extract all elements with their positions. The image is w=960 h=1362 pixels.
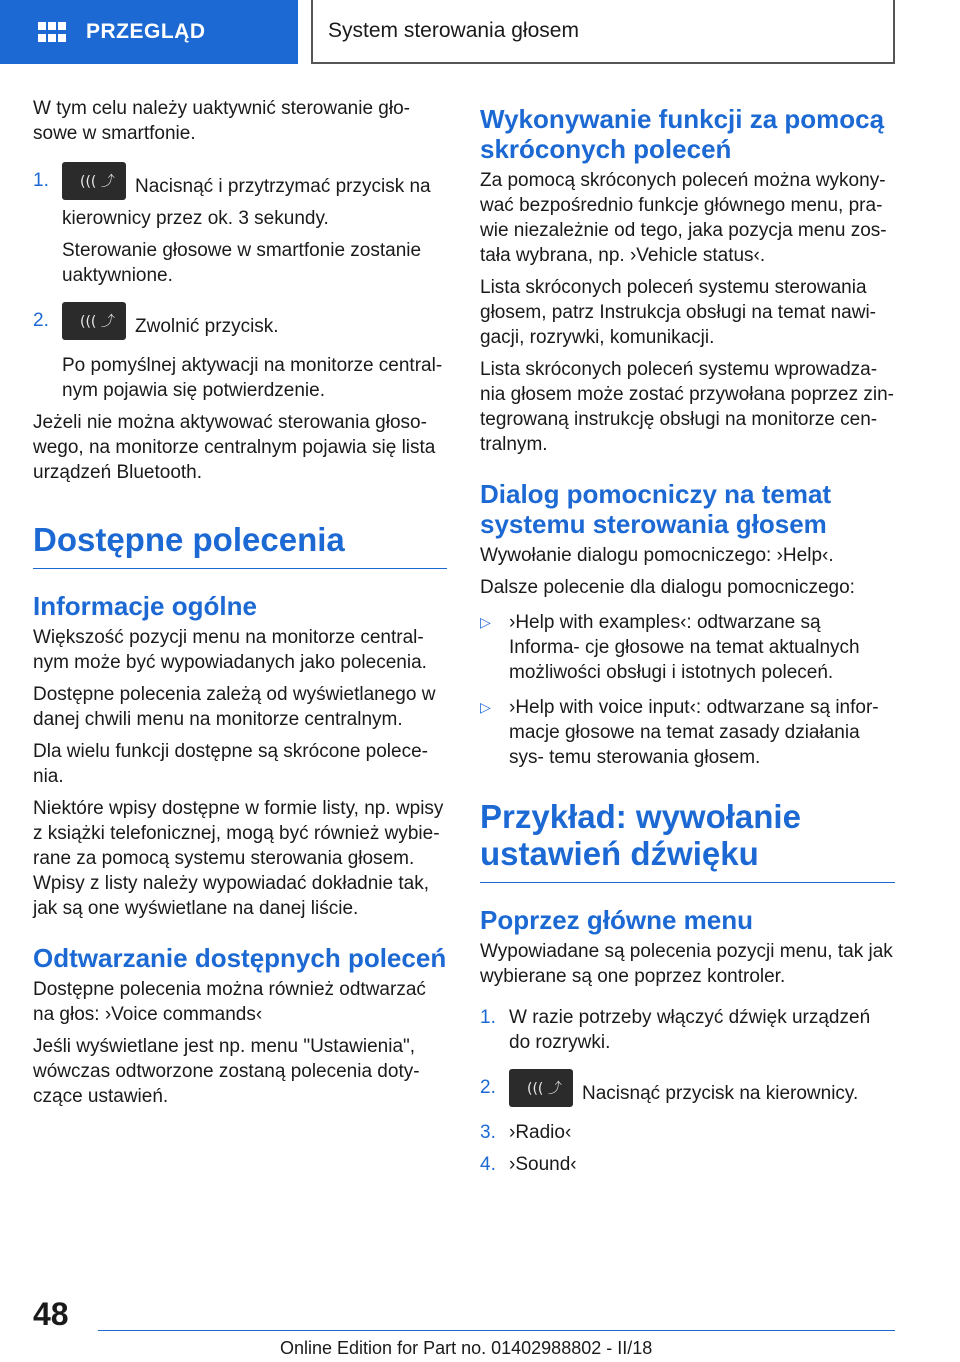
shortcuts-paragraph: Lista skróconych poleceń systemu sterowania głosem, patrz Instrukcja obsługi na temat nawi- gacji, rozrywki, komunikacji. [480, 277, 877, 348]
section-heading-available-commands: Dostępne polecenia [33, 521, 447, 569]
step-note: Po pomyślnej aktywacji na monitorze central- nym pojawia się potwierdzenie. [62, 355, 443, 401]
bullet-text: ›Help with voice input‹: odtwarzane są infor- macje głosowe na temat zasady działania sys- temu sterowania głosem. [509, 697, 879, 768]
section-header [311, 0, 895, 64]
list-item [480, 610, 895, 685]
step-number: 2. [33, 310, 49, 331]
step-text: ›Sound‹ [509, 1154, 577, 1175]
overview-tab-label: PRZEGLĄD [86, 20, 206, 43]
playback-paragraph: Dostępne polecenia można również odtwarzać na głos: ›Voice commands‹ [33, 979, 426, 1025]
step-number: 4. [480, 1154, 496, 1175]
step-item [480, 1005, 895, 1055]
general-paragraph: Niektóre wpisy dostępne w formie listy, np. wpisy z książki telefonicznej, mogą być również wybie- rane za pomocą systemu sterowania głosem. Wpisy z listy należy wypowiadać dokładnie tak, jak są one wyświetlane na danej liście. [33, 798, 444, 919]
bluetooth-paragraph: Jeżeli nie można aktywować sterowania głoso- wego, na monitorze centralnym pojawia się lista urządzeń Bluetooth. [33, 412, 436, 483]
steering-wheel-voice-button-icon: ((( ⤴ [62, 162, 126, 200]
step-text: ›Radio‹ [509, 1122, 572, 1143]
triangle-bullet-icon: ▷ [480, 699, 491, 715]
subheading-playback: Odtwarzanie dostępnych poleceń [33, 943, 447, 973]
footer-edition: Online Edition for Part no. 01402988802 - II/18 [280, 1338, 653, 1358]
bullet-text: ›Help with examples‹: odtwarzane są Informa- cje głosowe na temat aktualnych możliwości obsługi i istotnych poleceń. [509, 612, 860, 683]
menu-paragraph: Wypowiadane są polecenia pozycji menu, tak jak wybierane są one poprzez kontroler. [480, 941, 893, 987]
overview-tab[interactable] [0, 0, 298, 64]
step-item [33, 308, 447, 403]
step-item [480, 1152, 895, 1177]
triangle-bullet-icon: ▷ [480, 614, 491, 630]
page-number: 48 [33, 1296, 69, 1332]
step-number: 1. [480, 1007, 496, 1028]
step-item [33, 168, 447, 288]
steering-wheel-voice-button-icon: ((( ⤴ [62, 302, 126, 340]
subheading-main-menu: Poprzez główne menu [480, 905, 754, 935]
list-item [480, 695, 895, 770]
grid-menu-icon [38, 22, 66, 42]
step-text: Nacisnąć i przytrzymać przycisk na kierownicy przez ok. 3 sekundy. [62, 176, 431, 229]
step-text: W razie potrzeby włączyć dźwięk urządzeń do rozrywki. [509, 1007, 871, 1053]
help-paragraph: Dalsze polecenie dla dialogu pomocniczego: [480, 577, 855, 598]
step-item [480, 1075, 895, 1113]
section-heading-sound-settings: Przykład: wywołanie ustawień dźwięku [480, 798, 895, 883]
footer-divider [98, 1330, 895, 1331]
steering-wheel-voice-button-icon: ((( ⤴ [509, 1069, 573, 1107]
step-number: 3. [480, 1122, 496, 1143]
help-paragraph: Wywołanie dialogu pomocniczego: ›Help‹. [480, 545, 834, 566]
subheading-general-info: Informacje ogólne [33, 591, 257, 621]
general-paragraph: Dla wielu funkcji dostępne są skrócone polece- nia. [33, 741, 428, 787]
step-number: 1. [33, 170, 49, 191]
subheading-help-dialog: Dialog pomocniczy na temat systemu sterowania głosem [480, 479, 832, 539]
section-title: System sterowania głosem [328, 19, 579, 42]
playback-paragraph: Jeśli wyświetlane jest np. menu "Ustawienia", wówczas odtworzone zostaną polecenia doty- czące ustawień. [33, 1036, 420, 1107]
left-column [33, 96, 447, 1116]
shortcuts-paragraph: Za pomocą skróconych poleceń można wykony- wać bezpośrednio funkcje głównego menu, pra- wie niezależnie od tego, jaka pozycja menu zos- tała wybrana, np. ›Vehicle status‹. [480, 170, 887, 266]
intro-paragraph: W tym celu należy uaktywnić sterowanie gło- sowe w smartfonie. [33, 98, 410, 144]
step-text: Zwolnić przycisk. [135, 316, 279, 338]
step-note: Sterowanie głosowe w smartfonie zostanie uaktywnione. [62, 240, 422, 286]
step-text: Nacisnąć przycisk na kierownicy. [582, 1083, 859, 1105]
general-paragraph: Większość pozycji menu na monitorze central- nym może być wypowiadanych jako polecenia. [33, 627, 427, 673]
step-number: 2. [480, 1077, 496, 1098]
step-item [480, 1120, 895, 1145]
subheading-shortcuts: Wykonywanie funkcji za pomocą skróconych poleceń [480, 104, 885, 164]
right-column [480, 104, 895, 1184]
shortcuts-paragraph: Lista skróconych poleceń systemu wprowadza- nia głosem może zostać przywołana poprzez zin- tegrowaną instrukcję obsługi na monitorze cen- tralnym. [480, 359, 894, 455]
general-paragraph: Dostępne polecenia zależą od wyświetlanego w danej chwili menu na monitorze centralnym. [33, 684, 436, 730]
